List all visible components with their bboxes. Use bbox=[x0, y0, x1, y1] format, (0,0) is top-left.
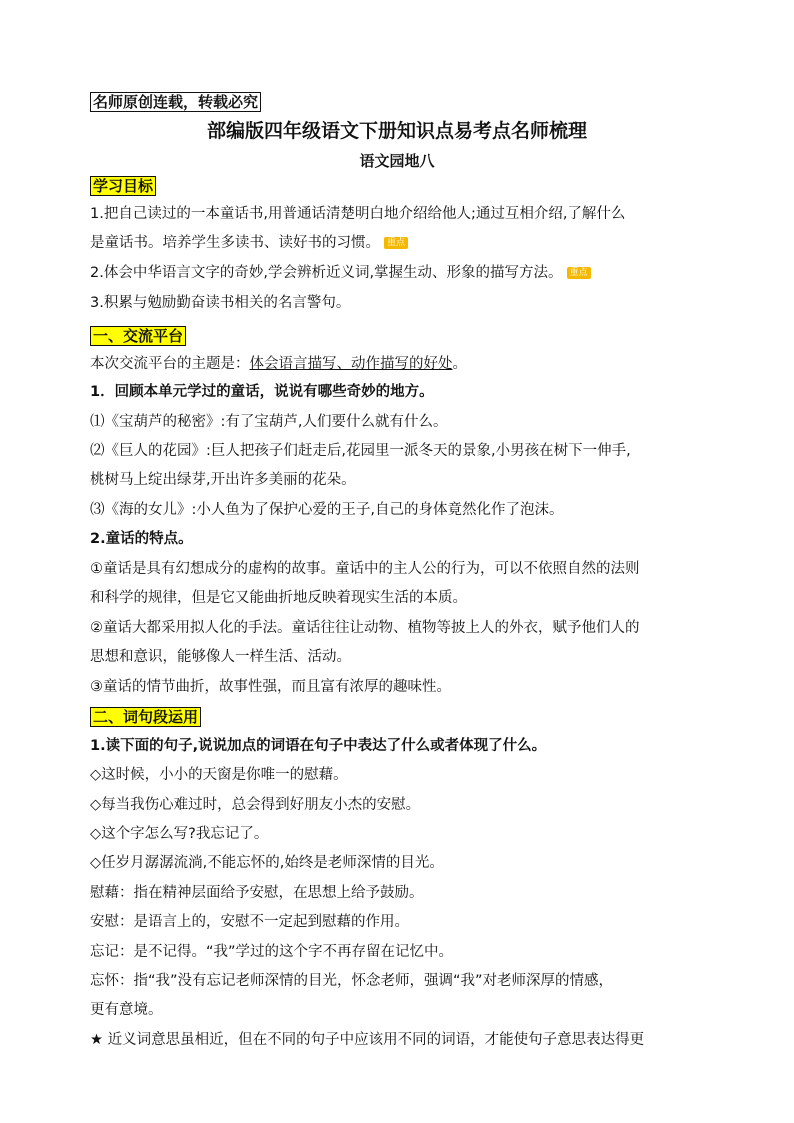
feature-1-line-1: ①童话是具有幻想成分的虚构的故事。童话中的主人公的行为，可以不依照自然的法则 bbox=[90, 561, 640, 577]
theme-text: 体会语言描写、动作描写的好处 bbox=[249, 356, 453, 372]
goal-line-3 bbox=[90, 263, 591, 283]
feature-1-line-2: 和科学的规律，但是它又能曲折地反映着现实生活的本质。 bbox=[90, 590, 467, 606]
star-note: ★ 近义词意思虽相近，但在不同的句子中应该用不同的词语，才能使句子意思表达得更 bbox=[90, 1032, 645, 1048]
answer-2-line-1: ⑵《巨人的花园》:巨人把孩子们赶走后,花园里一派冬天的景象,小男孩在树下一伸手, bbox=[90, 443, 631, 459]
goal-line-1: 1.把自己读过的一本童话书,用普通话清楚明白地介绍给他人;通过互相介绍,了解什么 bbox=[90, 206, 626, 222]
section-1-question-2: 2.童话的特点。 bbox=[90, 531, 193, 547]
explanation-3: 忘记：是不记得。“我”学过的这个字不再存留在记忆中。 bbox=[90, 944, 454, 960]
copyright-notice bbox=[90, 92, 261, 113]
sentence-3: ◇这个字怎么写?我忘记了。 bbox=[90, 826, 269, 842]
feature-2-line-1: ②童话大都采用拟人化的手法。童话往往让动物、植物等披上人的外衣，赋予他们人的 bbox=[90, 620, 640, 636]
explanation-4-line-1: 忘怀：指“我”没有忘记老师深情的目光，怀念老师，强调“我”对老师深厚的情感， bbox=[90, 973, 614, 989]
explanation-2: 安慰：是语言上的，安慰不一定起到慰藉的作用。 bbox=[90, 914, 409, 930]
section-2-heading bbox=[90, 707, 201, 728]
goal-line-2-text: 是童话书。培养学生多读书、读好书的习惯。 bbox=[90, 235, 380, 251]
sentence-1: ◇这时候，小小的天窗是你唯一的慰藉。 bbox=[90, 767, 348, 783]
theme-suffix: 。 bbox=[452, 356, 467, 372]
goals-heading-text: 学习目标 bbox=[90, 176, 156, 196]
sentence-2: ◇每当我伤心难过时，总会得到好朋友小杰的安慰。 bbox=[90, 797, 421, 813]
goal-line-4: 3.积累与勉励勤奋读书相关的名言警句。 bbox=[90, 295, 351, 311]
feature-3: ③童话的情节曲折，故事性强，而且富有浓厚的趣味性。 bbox=[90, 679, 451, 695]
section-1-heading-text: 一、交流平台 bbox=[90, 326, 186, 346]
sentence-4: ◇任岁月潺潺流淌,不能忘怀的,始终是老师深情的目光。 bbox=[90, 855, 444, 871]
answer-2-line-2: 桃树马上绽出绿芽,开出许多美丽的花朵。 bbox=[90, 472, 356, 488]
section-1-question-1: 1．回顾本单元学过的童话，说说有哪些奇妙的地方。 bbox=[90, 384, 434, 400]
theme-prefix: 本次交流平台的主题是： bbox=[90, 356, 250, 372]
document-subtitle: 语文园地八 bbox=[359, 152, 435, 170]
answer-3: ⑶《海的女儿》:小人鱼为了保护心爱的王子,自己的身体竟然化作了泡沫。 bbox=[90, 502, 564, 518]
copyright-notice-text: 名师原创连载，转载必究 bbox=[90, 92, 261, 112]
key-point-badge: 重点 bbox=[384, 237, 408, 249]
section-2-question-1: 1.读下面的句子,说说加点的词语在句子中表达了什么或者体现了什么。 bbox=[90, 738, 547, 754]
answer-1: ⑴《宝葫芦的秘密》:有了宝葫芦,人们要什么就有什么。 bbox=[90, 414, 448, 430]
document-title: 部编版四年级语文下册知识点易考点名师梳理 bbox=[206, 120, 587, 142]
section-1-heading bbox=[90, 326, 186, 347]
section-1-theme bbox=[90, 354, 467, 374]
section-2-heading-text: 二、词句段运用 bbox=[90, 707, 201, 727]
explanation-4-line-2: 更有意境。 bbox=[90, 1002, 163, 1018]
explanation-1: 慰藉：指在精神层面给予安慰，在思想上给予鼓励。 bbox=[90, 885, 424, 901]
goals-heading bbox=[90, 176, 156, 197]
goal-line-2 bbox=[90, 233, 408, 253]
goal-line-3-text: 2.体会中华语言文字的奇妙,学会辨析近义词,掌握生动、形象的描写方法。 bbox=[90, 265, 563, 281]
feature-2-line-2: 思想和意识，能够像人一样生活、活动。 bbox=[90, 649, 351, 665]
key-point-badge: 重点 bbox=[567, 267, 591, 279]
